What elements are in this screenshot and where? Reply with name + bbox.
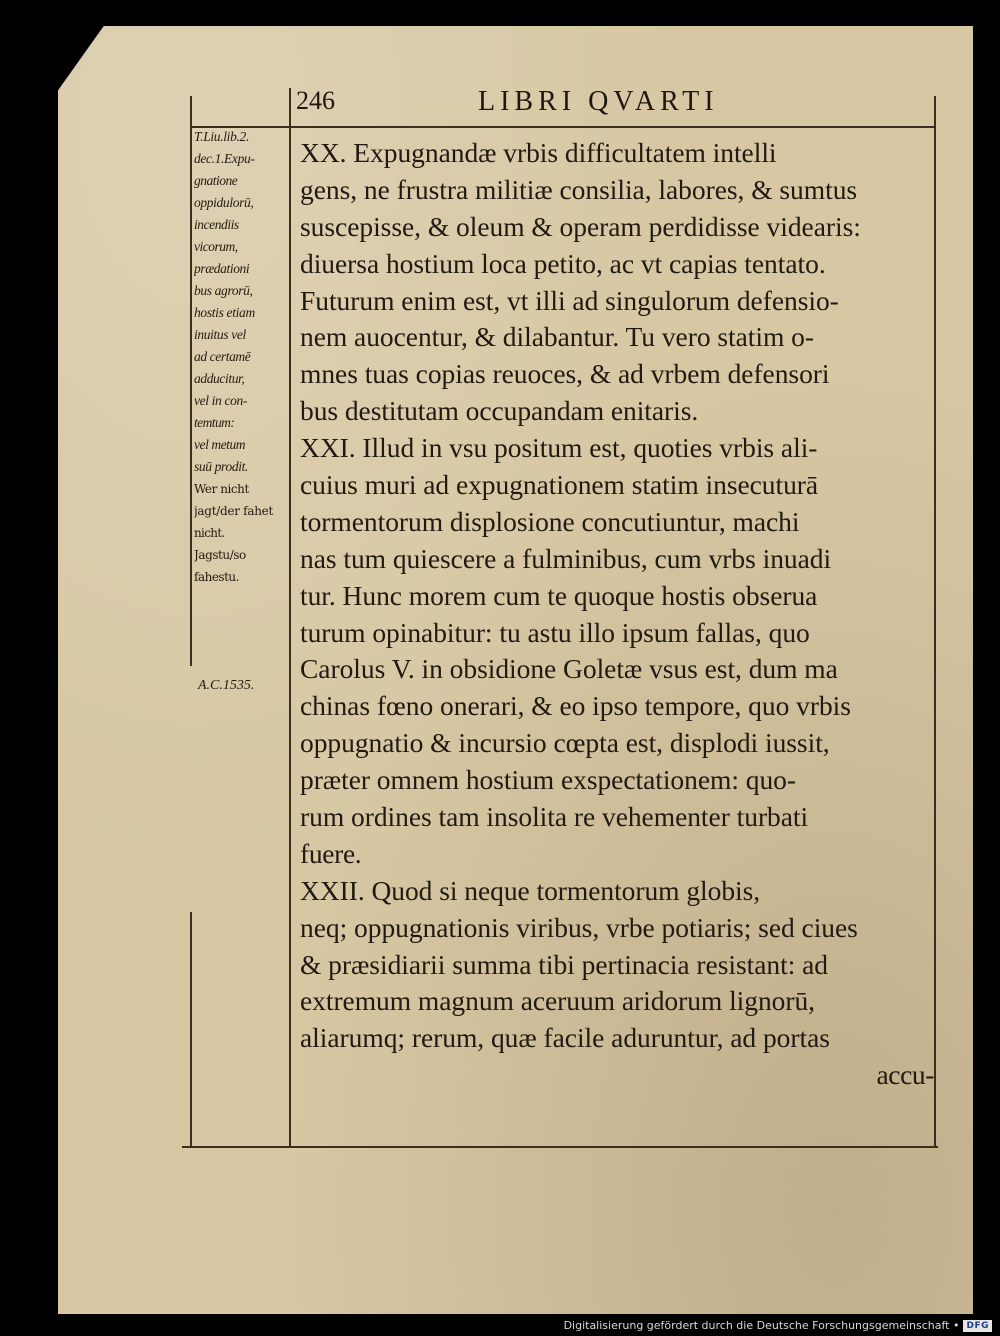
text-line: XXI. Illud in vsu positum est, quoties vrbis ali-: [300, 432, 818, 464]
margin-note-line: prædationi: [194, 261, 250, 276]
text-line: neq; oppugnationis viribus, vrbe potiaris; sed ciues: [300, 911, 858, 943]
margin-note-line: T.Liu.lib.2.: [194, 129, 250, 144]
text-line: oppugnatio & incursio cœpta est, displodi iussit,: [300, 727, 830, 759]
text-line: rum ordines tam insolita re vehementer turbati: [300, 801, 809, 833]
text-line: cuius muri ad expugnationem statim insecuturā: [300, 469, 819, 501]
margin-note-line: vel metum: [194, 437, 246, 452]
margin-note-line: bus agrorū,: [194, 283, 253, 298]
footer-rule: [182, 1146, 938, 1148]
margin-note-line: Jagstu/so: [194, 548, 246, 562]
margin-note-line: vicorum,: [194, 239, 238, 254]
text-line: diuersa hostium loca petito, ac vt capias tentato.: [300, 247, 826, 279]
margin-note-line: fahestu.: [194, 570, 239, 584]
margin-note-line: incendiis: [194, 217, 239, 232]
text-line: Futurum enim est, vt illi ad singulorum defensio-: [300, 284, 839, 316]
catchword: accu-: [876, 1059, 934, 1091]
text-line: turum opinabitur: tu astu illo ipsum fallas, quo: [300, 616, 810, 648]
margin-note-line: jagt/der fahet: [194, 504, 274, 518]
text-line: nas tum quiescere a fulminibus, cum vrbs inuadi: [300, 542, 832, 574]
right-rule: [934, 96, 936, 1146]
credit-text: Digitalisierung gefördert durch die Deutsche Forschungsgemeinschaft •: [563, 1319, 960, 1332]
running-title: LIBRI QVARTI: [478, 86, 719, 117]
text-line: tur. Hunc morem cum te quoque hostis obserua: [300, 579, 818, 611]
margin-note-line: dec.1.Expu-: [194, 151, 255, 166]
margin-notes: [194, 126, 294, 588]
text-line: præter omnem hostium exspectationem: quo-: [300, 764, 796, 796]
text-line: Carolus V. in obsidione Goletæ vsus est, dum ma: [300, 653, 838, 685]
text-line: chinas fœno onerari, & eo ipso tempore, quo vrbis: [300, 690, 851, 722]
text-line: fuere.: [300, 837, 362, 869]
margin-note-line: nicht.: [194, 526, 225, 540]
header-rule: [190, 126, 936, 128]
margin-note-line: ad certamē: [194, 349, 251, 364]
margin-note-line: adducitur,: [194, 371, 245, 386]
margin-note-line: gnatione: [194, 173, 238, 188]
outer-left-rule-lower: [190, 912, 192, 1146]
text-line: suscepisse, & oleum & operam perdidisse videaris:: [300, 210, 861, 242]
text-line: gens, ne frustra militiæ consilia, labores, & sumtus: [300, 173, 858, 205]
margin-note-line: temtum:: [194, 415, 235, 430]
text-line: XXII. Quod si neque tormentorum globis,: [300, 874, 761, 906]
margin-note-line: oppidulorū,: [194, 195, 254, 210]
margin-note-line: Wer nicht: [194, 482, 249, 496]
margin-note-line: suū prodit.: [194, 459, 249, 474]
text-line: extremum magnum aceruum aridorum lignorū,: [300, 985, 816, 1017]
text-line: nem auocentur, & dilabantur. Tu vero statim o-: [300, 321, 814, 353]
text-line: XX. Expugnandæ vrbis difficultatem intelli: [300, 137, 777, 168]
margin-note-date: A.C.1535.: [198, 678, 255, 693]
text-line: mnes tuas copias reuoces, & ad vrbem defensori: [300, 358, 830, 390]
margin-note-line: inuitus vel: [194, 327, 246, 342]
text-line: bus destitutam occupandam enitaris.: [300, 395, 699, 427]
digitization-credit: [564, 1319, 992, 1332]
text-line: tormentorum displosione concutiuntur, machi: [300, 505, 800, 537]
outer-left-rule: [190, 96, 192, 666]
text-line: & præsidiarii summa tibi pertinacia resistant: ad: [300, 948, 829, 980]
body-text: [300, 135, 934, 1094]
margin-note-line: hostis etiam: [194, 305, 255, 320]
dfg-logo-icon: DFG: [963, 1320, 992, 1332]
page-number: 246: [296, 86, 335, 115]
margin-note-line: vel in con-: [194, 393, 247, 408]
text-line: aliarumq; rerum, quæ facile aduruntur, ad portas: [300, 1022, 830, 1054]
